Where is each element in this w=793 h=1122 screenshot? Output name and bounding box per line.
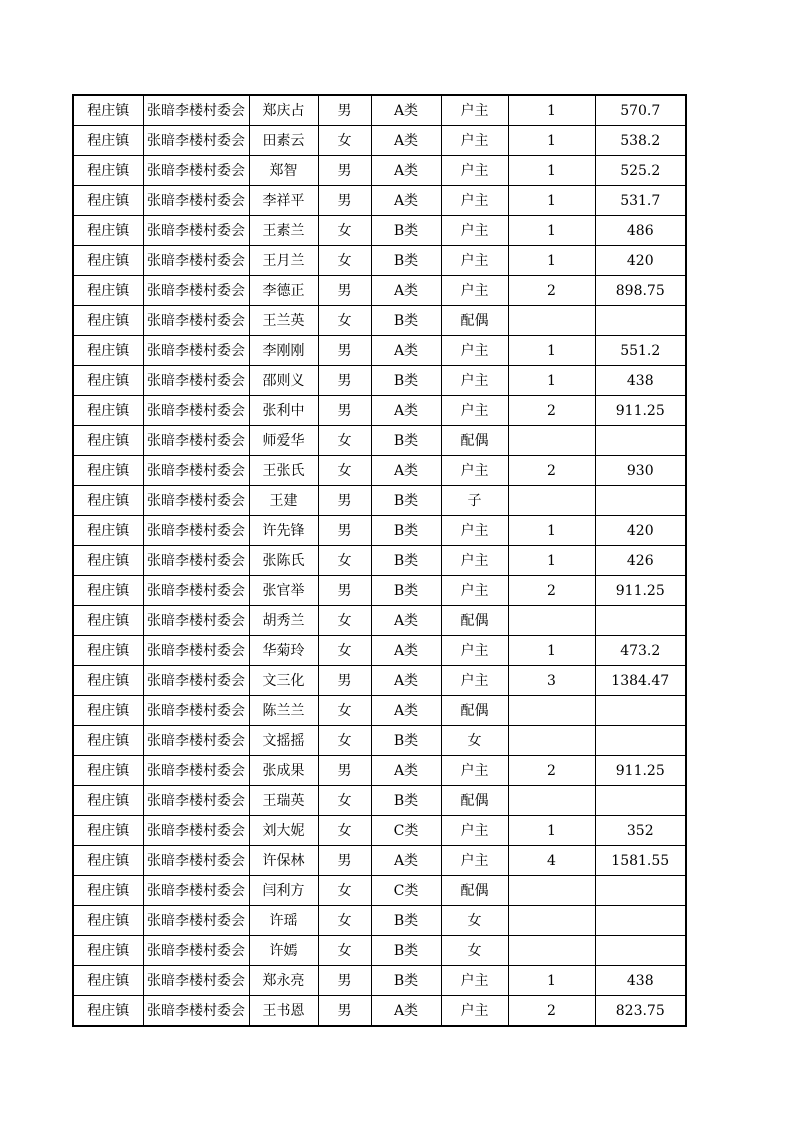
amount-cell: 420: [595, 516, 686, 546]
household-count-cell: 1: [508, 156, 595, 186]
village-cell: 张暗李楼村委会: [143, 906, 249, 936]
village-cell: 张暗李楼村委会: [143, 726, 249, 756]
table-row: [73, 336, 686, 366]
village-cell: 张暗李楼村委会: [143, 186, 249, 216]
relation-cell: 户主: [441, 366, 508, 396]
town-cell: 程庄镇: [73, 186, 143, 216]
gender-cell: 男: [318, 966, 371, 996]
relation-cell: 户主: [441, 396, 508, 426]
amount-cell: 473.2: [595, 636, 686, 666]
person-name-cell: 胡秀兰: [249, 606, 318, 636]
town-cell: 程庄镇: [73, 486, 143, 516]
household-count-cell: [508, 936, 595, 966]
town-cell: 程庄镇: [73, 456, 143, 486]
household-count-cell: 2: [508, 996, 595, 1027]
table-row: [73, 876, 686, 906]
village-cell: 张暗李楼村委会: [143, 396, 249, 426]
person-name-cell: 许嫣: [249, 936, 318, 966]
table-row: [73, 426, 686, 456]
category-cell: A类: [371, 186, 441, 216]
relation-cell: 女: [441, 906, 508, 936]
relation-cell: 户主: [441, 246, 508, 276]
amount-cell: [595, 426, 686, 456]
person-name-cell: 王张氏: [249, 456, 318, 486]
town-cell: 程庄镇: [73, 366, 143, 396]
table-row: [73, 546, 686, 576]
relation-cell: 配偶: [441, 306, 508, 336]
gender-cell: 女: [318, 936, 371, 966]
village-cell: 张暗李楼村委会: [143, 126, 249, 156]
category-cell: B类: [371, 306, 441, 336]
table-row: [73, 726, 686, 756]
person-name-cell: 闫利方: [249, 876, 318, 906]
household-count-cell: [508, 486, 595, 516]
household-count-cell: 2: [508, 456, 595, 486]
table-row: [73, 846, 686, 876]
person-name-cell: 华菊玲: [249, 636, 318, 666]
person-name-cell: 张利中: [249, 396, 318, 426]
gender-cell: 女: [318, 306, 371, 336]
household-count-cell: 1: [508, 516, 595, 546]
household-count-cell: [508, 606, 595, 636]
household-count-cell: [508, 906, 595, 936]
town-cell: 程庄镇: [73, 816, 143, 846]
gender-cell: 女: [318, 786, 371, 816]
category-cell: C类: [371, 876, 441, 906]
household-count-cell: [508, 726, 595, 756]
village-cell: 张暗李楼村委会: [143, 276, 249, 306]
person-name-cell: 张陈氏: [249, 546, 318, 576]
amount-cell: [595, 696, 686, 726]
village-cell: 张暗李楼村委会: [143, 816, 249, 846]
person-name-cell: 陈兰兰: [249, 696, 318, 726]
town-cell: 程庄镇: [73, 756, 143, 786]
town-cell: 程庄镇: [73, 156, 143, 186]
gender-cell: 女: [318, 246, 371, 276]
gender-cell: 男: [318, 186, 371, 216]
relation-cell: 户主: [441, 216, 508, 246]
gender-cell: 女: [318, 726, 371, 756]
category-cell: A类: [371, 846, 441, 876]
table-row: [73, 816, 686, 846]
amount-cell: 426: [595, 546, 686, 576]
gender-cell: 女: [318, 126, 371, 156]
person-name-cell: 李刚刚: [249, 336, 318, 366]
amount-cell: [595, 906, 686, 936]
relation-cell: 户主: [441, 576, 508, 606]
table-row: [73, 95, 686, 126]
town-cell: 程庄镇: [73, 786, 143, 816]
town-cell: 程庄镇: [73, 876, 143, 906]
amount-cell: [595, 786, 686, 816]
household-count-cell: 1: [508, 216, 595, 246]
amount-cell: 551.2: [595, 336, 686, 366]
household-count-cell: [508, 426, 595, 456]
table-row: [73, 576, 686, 606]
amount-cell: 911.25: [595, 756, 686, 786]
household-count-cell: [508, 696, 595, 726]
gender-cell: 男: [318, 396, 371, 426]
person-name-cell: 郑庆占: [249, 95, 318, 126]
household-count-cell: 1: [508, 246, 595, 276]
town-cell: 程庄镇: [73, 936, 143, 966]
amount-cell: [595, 936, 686, 966]
table-row: [73, 636, 686, 666]
amount-cell: 352: [595, 816, 686, 846]
town-cell: 程庄镇: [73, 246, 143, 276]
household-count-cell: [508, 786, 595, 816]
category-cell: B类: [371, 246, 441, 276]
table-row: [73, 276, 686, 306]
person-name-cell: 王书恩: [249, 996, 318, 1027]
category-cell: A类: [371, 756, 441, 786]
amount-cell: [595, 486, 686, 516]
category-cell: A类: [371, 95, 441, 126]
gender-cell: 女: [318, 636, 371, 666]
town-cell: 程庄镇: [73, 426, 143, 456]
village-cell: 张暗李楼村委会: [143, 636, 249, 666]
town-cell: 程庄镇: [73, 306, 143, 336]
relation-cell: 户主: [441, 156, 508, 186]
amount-cell: [595, 876, 686, 906]
town-cell: 程庄镇: [73, 666, 143, 696]
relation-cell: 女: [441, 936, 508, 966]
village-cell: 张暗李楼村委会: [143, 756, 249, 786]
category-cell: B类: [371, 726, 441, 756]
gender-cell: 男: [318, 996, 371, 1027]
household-count-cell: 3: [508, 666, 595, 696]
table-row: [73, 486, 686, 516]
person-name-cell: 邵则义: [249, 366, 318, 396]
relation-cell: 户主: [441, 546, 508, 576]
town-cell: 程庄镇: [73, 216, 143, 246]
category-cell: B类: [371, 786, 441, 816]
household-count-cell: 1: [508, 366, 595, 396]
gender-cell: 男: [318, 516, 371, 546]
person-name-cell: 许瑶: [249, 906, 318, 936]
town-cell: 程庄镇: [73, 996, 143, 1027]
town-cell: 程庄镇: [73, 576, 143, 606]
person-name-cell: 刘大妮: [249, 816, 318, 846]
relation-cell: 户主: [441, 966, 508, 996]
table-row: [73, 966, 686, 996]
village-cell: 张暗李楼村委会: [143, 456, 249, 486]
relation-cell: 户主: [441, 336, 508, 366]
roster-table: [72, 94, 687, 1027]
household-count-cell: 1: [508, 546, 595, 576]
gender-cell: 女: [318, 456, 371, 486]
person-name-cell: 张官举: [249, 576, 318, 606]
gender-cell: 女: [318, 546, 371, 576]
village-cell: 张暗李楼村委会: [143, 366, 249, 396]
table-row: [73, 396, 686, 426]
household-count-cell: 2: [508, 276, 595, 306]
table-row: [73, 366, 686, 396]
gender-cell: 女: [318, 606, 371, 636]
town-cell: 程庄镇: [73, 966, 143, 996]
village-cell: 张暗李楼村委会: [143, 486, 249, 516]
household-count-cell: 4: [508, 846, 595, 876]
village-cell: 张暗李楼村委会: [143, 786, 249, 816]
amount-cell: 911.25: [595, 396, 686, 426]
town-cell: 程庄镇: [73, 636, 143, 666]
person-name-cell: 张成果: [249, 756, 318, 786]
category-cell: B类: [371, 546, 441, 576]
person-name-cell: 田素云: [249, 126, 318, 156]
table-row: [73, 516, 686, 546]
category-cell: B类: [371, 936, 441, 966]
village-cell: 张暗李楼村委会: [143, 306, 249, 336]
gender-cell: 女: [318, 426, 371, 456]
village-cell: 张暗李楼村委会: [143, 516, 249, 546]
gender-cell: 女: [318, 216, 371, 246]
person-name-cell: 王月兰: [249, 246, 318, 276]
gender-cell: 男: [318, 156, 371, 186]
village-cell: 张暗李楼村委会: [143, 95, 249, 126]
amount-cell: 911.25: [595, 576, 686, 606]
person-name-cell: 郑永亮: [249, 966, 318, 996]
village-cell: 张暗李楼村委会: [143, 996, 249, 1027]
category-cell: A类: [371, 996, 441, 1027]
person-name-cell: 郑智: [249, 156, 318, 186]
amount-cell: 1581.55: [595, 846, 686, 876]
category-cell: B类: [371, 486, 441, 516]
person-name-cell: 王建: [249, 486, 318, 516]
town-cell: 程庄镇: [73, 696, 143, 726]
town-cell: 程庄镇: [73, 336, 143, 366]
relation-cell: 户主: [441, 816, 508, 846]
category-cell: B类: [371, 216, 441, 246]
household-count-cell: 2: [508, 396, 595, 426]
category-cell: B类: [371, 426, 441, 456]
gender-cell: 男: [318, 846, 371, 876]
person-name-cell: 许先锋: [249, 516, 318, 546]
relation-cell: 配偶: [441, 426, 508, 456]
amount-cell: 898.75: [595, 276, 686, 306]
village-cell: 张暗李楼村委会: [143, 696, 249, 726]
household-count-cell: [508, 306, 595, 336]
gender-cell: 女: [318, 906, 371, 936]
relation-cell: 户主: [441, 126, 508, 156]
household-count-cell: 1: [508, 966, 595, 996]
table-row: [73, 606, 686, 636]
village-cell: 张暗李楼村委会: [143, 426, 249, 456]
town-cell: 程庄镇: [73, 546, 143, 576]
table-row: [73, 186, 686, 216]
village-cell: 张暗李楼村委会: [143, 966, 249, 996]
category-cell: C类: [371, 816, 441, 846]
table-row: [73, 126, 686, 156]
category-cell: B类: [371, 576, 441, 606]
relation-cell: 户主: [441, 996, 508, 1027]
household-count-cell: 1: [508, 636, 595, 666]
table-row: [73, 786, 686, 816]
town-cell: 程庄镇: [73, 516, 143, 546]
household-count-cell: 1: [508, 816, 595, 846]
gender-cell: 男: [318, 576, 371, 606]
household-count-cell: 1: [508, 126, 595, 156]
person-name-cell: 文摇摇: [249, 726, 318, 756]
relation-cell: 户主: [441, 456, 508, 486]
category-cell: B类: [371, 366, 441, 396]
town-cell: 程庄镇: [73, 95, 143, 126]
relation-cell: 户主: [441, 756, 508, 786]
relation-cell: 户主: [441, 846, 508, 876]
gender-cell: 男: [318, 756, 371, 786]
category-cell: A类: [371, 606, 441, 636]
household-count-cell: 1: [508, 95, 595, 126]
amount-cell: 525.2: [595, 156, 686, 186]
town-cell: 程庄镇: [73, 726, 143, 756]
relation-cell: 女: [441, 726, 508, 756]
relation-cell: 户主: [441, 95, 508, 126]
relation-cell: 配偶: [441, 606, 508, 636]
village-cell: 张暗李楼村委会: [143, 216, 249, 246]
gender-cell: 男: [318, 486, 371, 516]
household-count-cell: [508, 876, 595, 906]
gender-cell: 男: [318, 276, 371, 306]
amount-cell: [595, 306, 686, 336]
household-count-cell: 1: [508, 186, 595, 216]
roster-body: [73, 95, 686, 1026]
person-name-cell: 师爱华: [249, 426, 318, 456]
person-name-cell: 李德正: [249, 276, 318, 306]
gender-cell: 女: [318, 816, 371, 846]
amount-cell: 420: [595, 246, 686, 276]
town-cell: 程庄镇: [73, 126, 143, 156]
village-cell: 张暗李楼村委会: [143, 246, 249, 276]
category-cell: B类: [371, 516, 441, 546]
household-count-cell: 2: [508, 756, 595, 786]
amount-cell: 531.7: [595, 186, 686, 216]
amount-cell: 930: [595, 456, 686, 486]
gender-cell: 男: [318, 666, 371, 696]
relation-cell: 配偶: [441, 876, 508, 906]
category-cell: B类: [371, 966, 441, 996]
category-cell: A类: [371, 126, 441, 156]
gender-cell: 女: [318, 876, 371, 906]
village-cell: 张暗李楼村委会: [143, 846, 249, 876]
household-count-cell: 2: [508, 576, 595, 606]
amount-cell: [595, 726, 686, 756]
category-cell: A类: [371, 666, 441, 696]
table-row: [73, 456, 686, 486]
gender-cell: 女: [318, 696, 371, 726]
amount-cell: 1384.47: [595, 666, 686, 696]
relation-cell: 配偶: [441, 786, 508, 816]
gender-cell: 男: [318, 336, 371, 366]
person-name-cell: 许保林: [249, 846, 318, 876]
amount-cell: 438: [595, 966, 686, 996]
table-row: [73, 156, 686, 186]
table-row: [73, 756, 686, 786]
person-name-cell: 文三化: [249, 666, 318, 696]
category-cell: A类: [371, 276, 441, 306]
village-cell: 张暗李楼村委会: [143, 606, 249, 636]
town-cell: 程庄镇: [73, 396, 143, 426]
village-cell: 张暗李楼村委会: [143, 576, 249, 606]
relation-cell: 户主: [441, 186, 508, 216]
town-cell: 程庄镇: [73, 846, 143, 876]
village-cell: 张暗李楼村委会: [143, 876, 249, 906]
table-row: [73, 996, 686, 1027]
amount-cell: 538.2: [595, 126, 686, 156]
category-cell: A类: [371, 156, 441, 186]
table-row: [73, 666, 686, 696]
relation-cell: 户主: [441, 636, 508, 666]
category-cell: A类: [371, 396, 441, 426]
person-name-cell: 王素兰: [249, 216, 318, 246]
table-row: [73, 306, 686, 336]
household-count-cell: 1: [508, 336, 595, 366]
amount-cell: 823.75: [595, 996, 686, 1027]
category-cell: A类: [371, 456, 441, 486]
village-cell: 张暗李楼村委会: [143, 336, 249, 366]
relation-cell: 户主: [441, 666, 508, 696]
table-row: [73, 216, 686, 246]
person-name-cell: 王兰英: [249, 306, 318, 336]
person-name-cell: 王瑞英: [249, 786, 318, 816]
amount-cell: 438: [595, 366, 686, 396]
category-cell: A类: [371, 636, 441, 666]
relation-cell: 子: [441, 486, 508, 516]
amount-cell: 486: [595, 216, 686, 246]
category-cell: A类: [371, 696, 441, 726]
table-row: [73, 936, 686, 966]
town-cell: 程庄镇: [73, 276, 143, 306]
person-name-cell: 李祥平: [249, 186, 318, 216]
town-cell: 程庄镇: [73, 606, 143, 636]
amount-cell: 570.7: [595, 95, 686, 126]
table-row: [73, 906, 686, 936]
relation-cell: 户主: [441, 516, 508, 546]
amount-cell: [595, 606, 686, 636]
table-row: [73, 696, 686, 726]
village-cell: 张暗李楼村委会: [143, 156, 249, 186]
category-cell: A类: [371, 336, 441, 366]
village-cell: 张暗李楼村委会: [143, 546, 249, 576]
town-cell: 程庄镇: [73, 906, 143, 936]
village-cell: 张暗李楼村委会: [143, 666, 249, 696]
category-cell: B类: [371, 906, 441, 936]
village-cell: 张暗李楼村委会: [143, 936, 249, 966]
relation-cell: 配偶: [441, 696, 508, 726]
gender-cell: 男: [318, 95, 371, 126]
relation-cell: 户主: [441, 276, 508, 306]
table-row: [73, 246, 686, 276]
gender-cell: 男: [318, 366, 371, 396]
